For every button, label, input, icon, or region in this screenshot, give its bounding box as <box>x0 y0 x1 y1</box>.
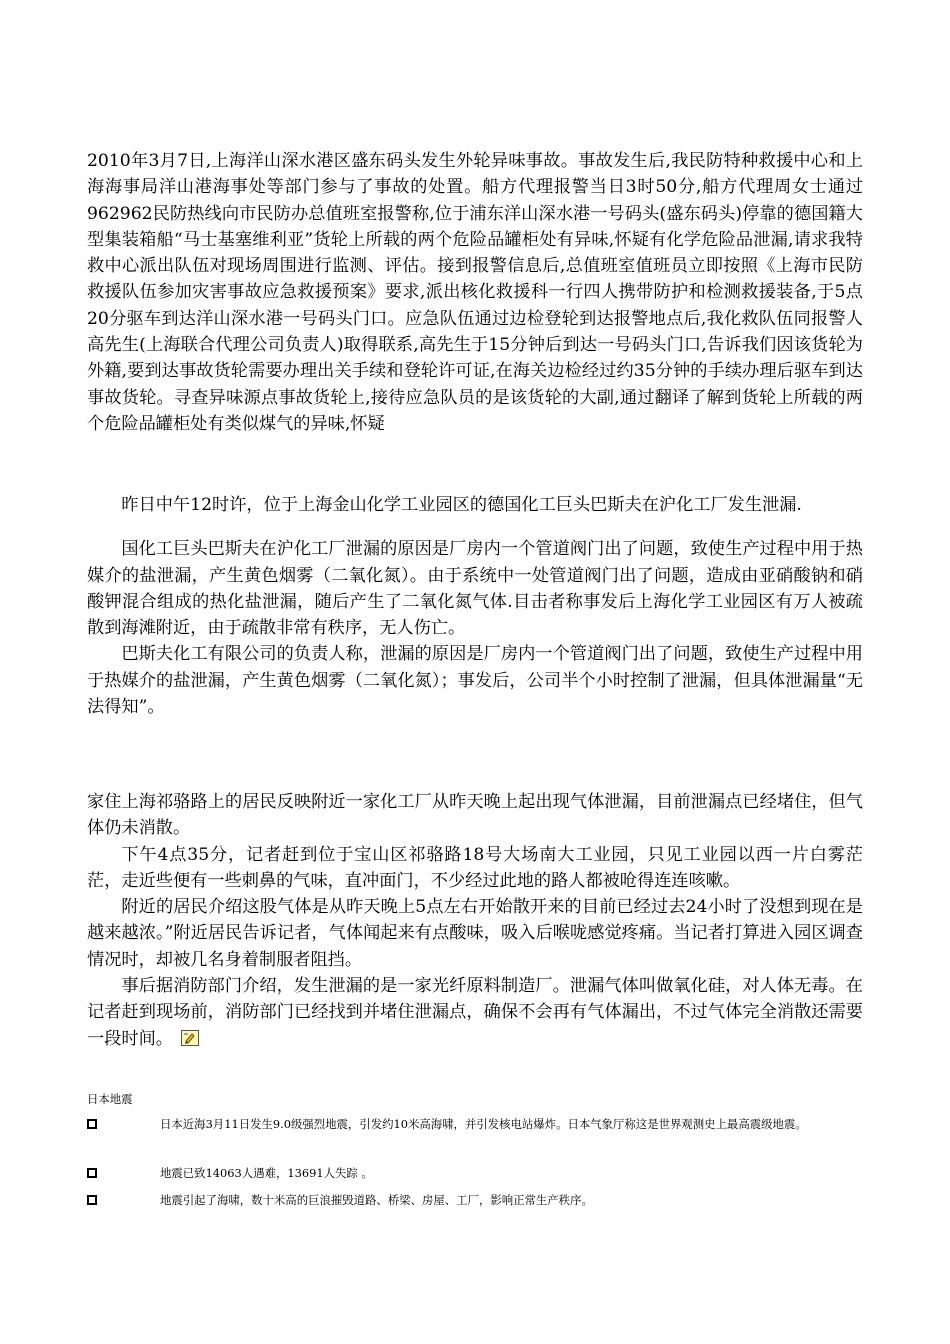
japan-earthquake-title: 日本地震 <box>87 1092 133 1106</box>
article-basf-leak <box>87 492 863 720</box>
list-item-text: 日本近海3月11日发生9.0级强烈地震，引发约10米高海啸，并引发核电站爆炸。日本气象厅称这是世界观测史上最高震级地震。 <box>160 1117 807 1131</box>
square-bullet-icon <box>87 1168 97 1178</box>
article-yangshan-port <box>87 148 863 437</box>
document-pencil-icon[interactable] <box>181 1030 199 1046</box>
list-item-text: 地震已致14063人遇难，13691人失踪 。 <box>160 1166 373 1180</box>
paragraph: 家住上海祁骆路上的居民反映附近一家化工厂从昨天晚上起出现气体泄漏，目前泄漏点已经堵住，但气体仍未消散。 <box>87 792 863 839</box>
paragraph-text: 事后据消防部门介绍，发生泄漏的是一家光纤原料制造厂。泄漏气体叫做氧化硅，对人体无毒。在记者赶到现场前，消防部门已经找到并堵住泄漏点，确保不会再有气体漏出，不过气体完全消散还需要一段时间。 <box>87 976 863 1049</box>
article-qiluo-road-leak <box>87 789 863 1052</box>
paragraph: 国化工巨头巴斯夫在沪化工厂泄漏的原因是厂房内一个管道阀门出了问题，致使生产过程中用于热媒介的盐泄漏，产生黄色烟雾（二氧化氮）。由于系统中一处管道阀门出了问题，造成由亚硝酸钠和硝酸钾混合组成的热化盐泄漏，随后产生了二氧化氮气体.目击者称事发后上海化学工业园区有万人被疏散到海滩附近，由于疏散非常有秩序，无人伤亡。 <box>87 539 863 639</box>
paragraph <box>87 973 863 1052</box>
list-item <box>87 1114 863 1135</box>
paragraph: 2010年3月7日,上海洋山深水港区盛东码头发生外轮异味事故。事故发生后,我民防特种救援中心和上海海事局洋山港海事处等部门参与了事故的处置。船方代理报警当日3时50分,船方代理周女士通过962962民防热线向市民防办总值班室报警称,位于浦东洋山深水港一号码头(盛东码头)停靠的德国籍大型集装箱船“马士基塞维利亚”货轮上所载的两个危险品罐柜处有异味,怀疑有化学危险品泄漏,请求我特救中心派出队伍对现场周围进行监测、评估。接到报警信息后,总值班室值班员立即按照《上海市民防救援队伍参加灾害事故应急救援预案》要求,派出核化救援科一行四人携带防护和检测救援装备,于5点20分驱车到达洋山深水港一号码头门口。应急队伍通过边检登轮到达报警地点后,我化救队伍同报警人高先生(上海联合代理公司负责人)取得联系,高先生于15分钟后到达一号码头门口,告诉我们因该货轮为外籍,要到达事故货轮需要办理出关手续和登轮许可证,在海关边检经过约35分钟的手续办理后驱车到达事故货轮。寻查异味源点事故货轮上,接待应急队员的是该货轮的大副,通过翻译了解到货轮上所载的两个危险品罐柜处有类似煤气的异味,怀疑 <box>87 151 863 434</box>
paragraph: 下午4点35分，记者赶到位于宝山区祁骆路18号大场南大工业园，只见工业园以西一片白雾茫茫，走近些便有一些刺鼻的气味，直冲面门，不少经过此地的路人都被呛得连连咳嗽。 <box>87 844 863 891</box>
square-bullet-icon <box>87 1195 97 1205</box>
list-item-text: 地震引起了海啸，数十米高的巨浪摧毁道路、桥梁、房屋、工厂，影响正常生产秩序。 <box>160 1193 593 1207</box>
list-item <box>87 1163 863 1184</box>
paragraph: 巴斯夫化工有限公司的负责人称，泄漏的原因是厂房内一个管道阀门出了问题，致使生产过程中用于热媒介的盐泄漏，产生黄色烟雾（二氧化氮）；事发后，公司半个小时控制了泄漏，但具体泄漏量“无法得知”。 <box>87 644 863 718</box>
list-item <box>87 1190 863 1211</box>
paragraph: 附近的居民介绍这股气体是从昨天晚上5点左右开始散开来的目前已经过去24小时了没想到现在是越来越浓。”附近居民告诉记者，气体闻起来有点酸味，吸入后喉咙感觉疼痛。当记者打算进入园区调查情况时，却被几名身着制服者阻挡。 <box>87 897 863 970</box>
paragraph: 昨日中午12时许，位于上海金山化学工业园区的德国化工巨头巴斯夫在沪化工厂发生泄漏. <box>121 495 802 515</box>
square-bullet-icon <box>87 1119 97 1129</box>
